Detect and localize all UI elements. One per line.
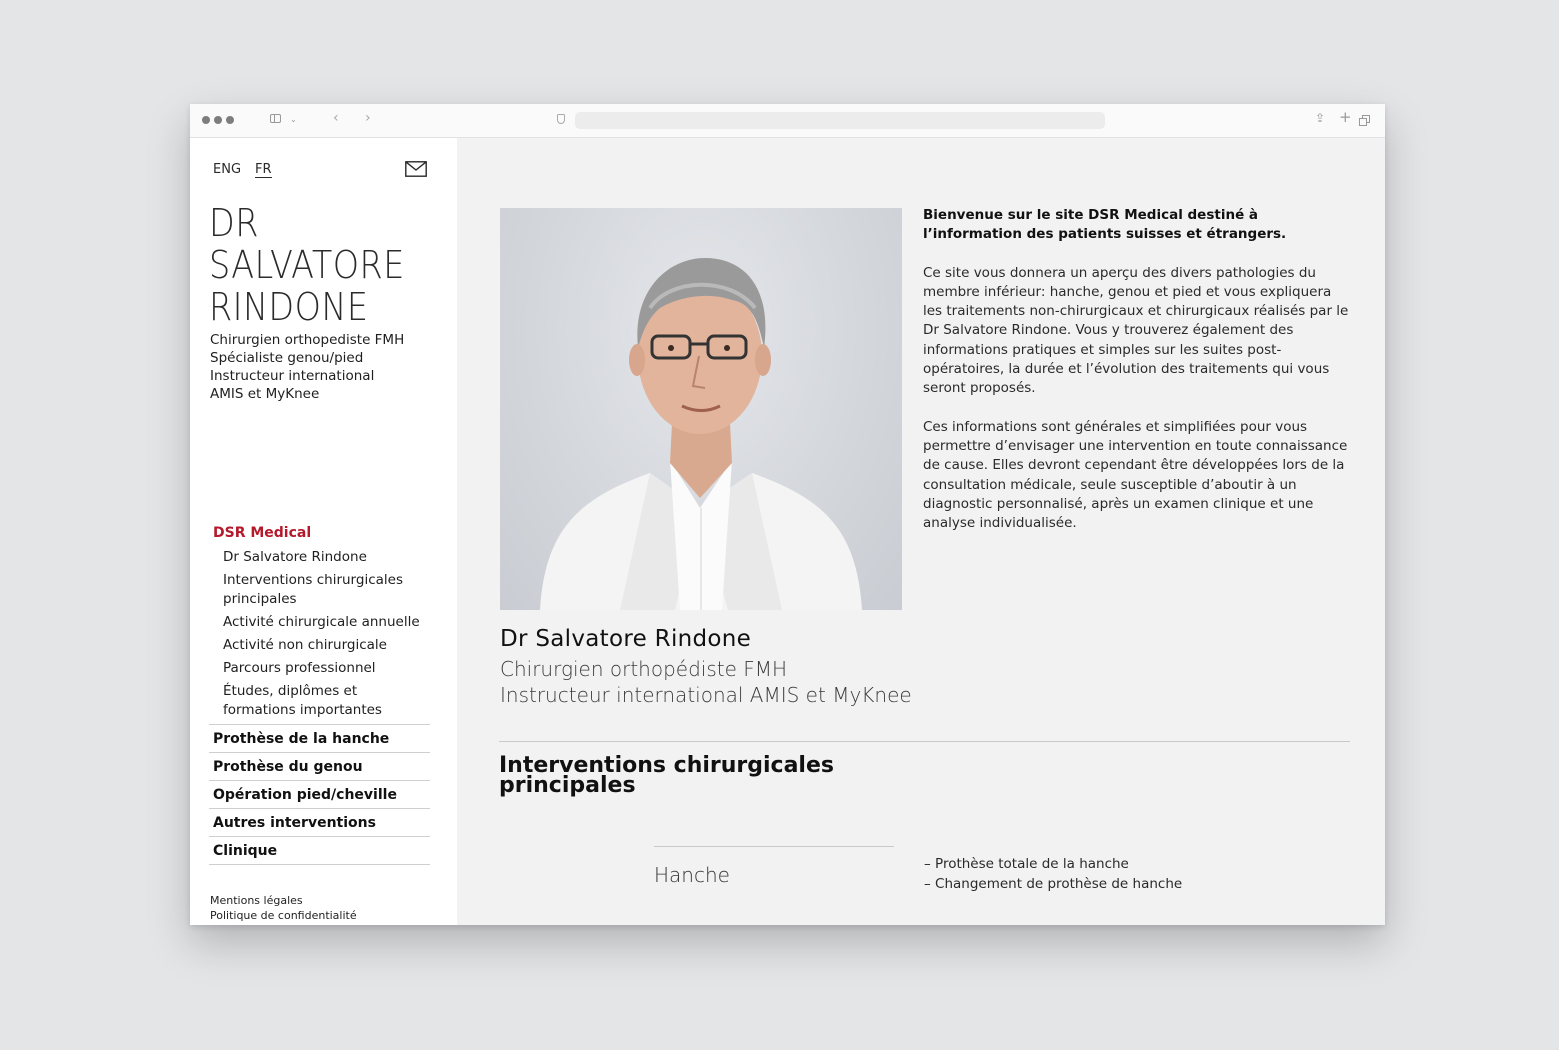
list-item[interactable]: – Prothèse totale de la hanche <box>924 856 1129 872</box>
mail-icon[interactable] <box>405 161 427 177</box>
nav-item-autres[interactable]: Autres interventions <box>209 808 430 836</box>
new-tab-icon[interactable]: + <box>1339 108 1352 126</box>
main-navigation <box>209 522 430 865</box>
subtitle-line: AMIS et MyKnee <box>210 386 320 402</box>
nav-subitem[interactable]: Activité chirurgicale annuelle <box>223 614 420 630</box>
nav-subitem[interactable]: Interventions chirurgicales principales <box>223 572 403 607</box>
lang-fr[interactable]: FR <box>255 162 272 177</box>
nav-subitem[interactable]: Parcours professionnel <box>223 660 376 676</box>
nav-section-dsr-medical[interactable]: DSR Medical <box>213 525 312 541</box>
intro-paragraph: Ces informations sont générales et simplifiées pour vous permettre d’envisager une intervention en toute connaissance de cause. Elles devront cependant être développées lors de la consultation médicale, seule susceptible d’aboutir à un diagnostic personnalisé, après un examen clinique et une analyse individualisée. <box>923 418 1348 532</box>
sidebar-toggle-icon[interactable] <box>270 114 281 123</box>
portrait-image <box>500 208 902 610</box>
back-icon[interactable]: ‹ <box>333 110 339 126</box>
category-divider <box>654 846 894 847</box>
nav-item-clinique[interactable]: Clinique <box>209 836 430 865</box>
shield-icon <box>557 114 565 124</box>
chevron-down-icon[interactable]: ⌄ <box>290 115 297 124</box>
browser-window <box>190 104 1385 925</box>
doctor-role-line: Chirurgien orthopédiste FMH <box>500 657 788 681</box>
left-panel <box>190 138 457 925</box>
share-icon[interactable]: ⇪ <box>1315 111 1326 125</box>
nav-submenu <box>209 548 430 720</box>
subtitle-line: Chirurgien orthopediste FMH <box>210 332 405 348</box>
nav-item-hanche[interactable]: Prothèse de la hanche <box>209 724 430 752</box>
nav-subitem[interactable]: Activité non chirurgicale <box>223 637 387 653</box>
language-switcher <box>213 162 272 178</box>
legal-link[interactable]: Mentions légales <box>210 894 303 907</box>
title-line: DR <box>209 201 259 245</box>
intro-text <box>923 206 1353 552</box>
subtitle-line: Instructeur international <box>210 368 375 384</box>
site-subtitle <box>210 331 404 403</box>
tabs-overview-icon[interactable] <box>1362 115 1370 123</box>
privacy-link[interactable]: Politique de confidentialité <box>210 909 357 922</box>
window-controls[interactable] <box>202 116 234 124</box>
doctor-portrait <box>500 208 902 610</box>
title-line: RINDONE <box>209 285 369 329</box>
nav-subitem[interactable]: Dr Salvatore Rindone <box>223 549 367 565</box>
section-title: Interventions chirurgicales principales <box>499 753 834 798</box>
footer-links <box>210 893 357 923</box>
browser-toolbar <box>190 104 1385 138</box>
list-item[interactable]: – Changement de prothèse de hanche <box>924 875 1183 892</box>
doctor-role <box>500 656 912 708</box>
title-line: SALVATORE <box>209 243 405 287</box>
forward-icon[interactable]: › <box>365 110 371 126</box>
nav-item-pied-cheville[interactable]: Opération pied/cheville <box>209 780 430 808</box>
subtitle-line: Spécialiste genou/pied <box>210 350 364 366</box>
intro-lead: Bienvenue sur le site DSR Medical destiné à l’information des patients suisses et étrangers. <box>923 207 1287 243</box>
section-divider <box>499 741 1350 742</box>
doctor-role-line: Instructeur international AMIS et MyKnee <box>500 683 912 707</box>
lang-eng[interactable]: ENG <box>213 162 242 177</box>
category-items <box>924 855 1182 894</box>
category-label: Hanche <box>654 863 730 887</box>
doctor-name: Dr Salvatore Rindone <box>500 626 752 652</box>
nav-subitem[interactable]: Études, diplômes et formations importantes <box>223 683 382 718</box>
nav-item-genou[interactable]: Prothèse du genou <box>209 752 430 780</box>
address-bar[interactable] <box>575 112 1105 129</box>
site-title[interactable] <box>209 202 405 328</box>
intro-paragraph: Ce site vous donnera un aperçu des divers pathologies du membre inférieur: hanche, genou et pied et vous expliquera les traitements non-chirurgicaux et chirurgicaux réalisés par le Dr Salvatore Rindone. Vous y trouverez également des informations pratiques et simples sur les suites post-opératoires, la durée et l’évolution des traitements qui vous seront proposés. <box>923 264 1349 397</box>
